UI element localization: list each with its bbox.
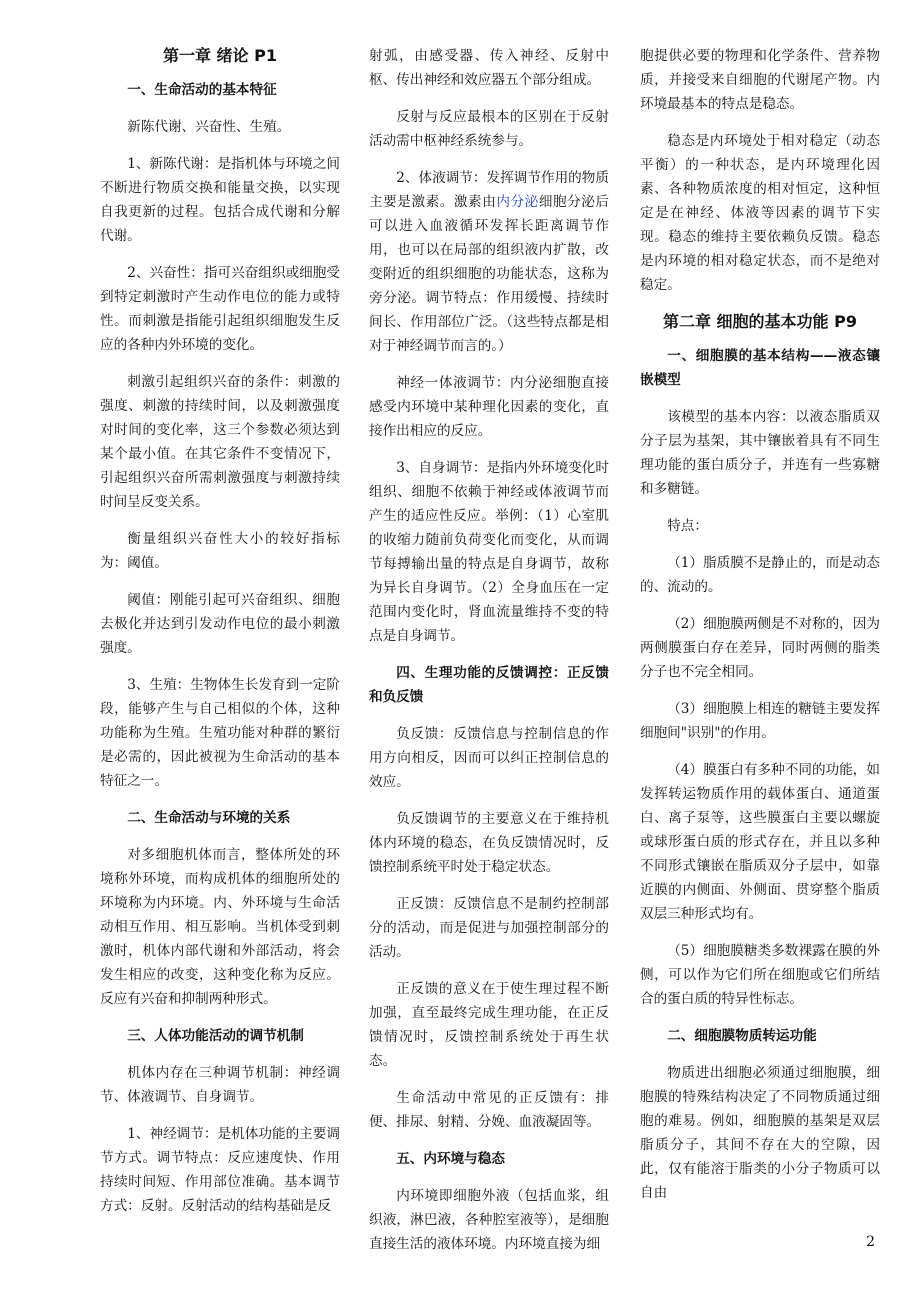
page-number: 2 — [866, 1234, 875, 1250]
paragraph: 1、新陈代谢：是指机体与环境之间不断进行物质交换和能量交换，以实现自我更新的过程。包括合成代谢和分解代谢。 — [100, 156, 340, 244]
paragraph-text: 细胞分泌后可以进入血液循环发挥长距离调节作用，也可以在局部的组织液内扩散，改变附近的组织细胞的功能状态，这称为旁分泌。调节特点：作用缓慢、持续时间长、作用部位广泛。（这些特点都是相对于神经调节而言的。） — [369, 194, 610, 354]
paragraph: 稳态是内环境处于相对稳定（动态平衡）的一种状态，是内环境理化因素、各种物质浓度的相对恒定，这种恒定是在神经、体液等因素的调节下实现。稳态的维持主要依赖负反馈。稳态是内环境的相对稳定状态，而不是绝对稳定。 — [640, 133, 880, 293]
section-heading: 二、细胞膜物质转运功能 — [667, 1028, 817, 1044]
endocrine-link[interactable]: 内分泌 — [496, 194, 539, 210]
paragraph: （2）细胞膜两侧是不对称的，因为两侧膜蛋白存在差异，同时两侧的脂类分子也不完全相同。 — [640, 616, 880, 680]
paragraph: 胞提供必要的物理和化学条件、营养物质，并接受来自细胞的代谢尾产物。内环境最基本的特点是稳态。 — [640, 48, 880, 112]
paragraph: 物质进出细胞必须通过细胞膜，细胞膜的特殊结构决定了不同物质通过细胞的难易。例如，细胞膜的基架是双层脂质分子，其间不存在大的空隙，因此，仅有能溶于脂类的小分子物质可以自由 — [640, 1065, 880, 1201]
paragraph: 该模型的基本内容：以液态脂质双分子层为基架，其中镶嵌着具有不同生理功能的蛋白质分子，并连有一些寡糖和多糖链。 — [640, 409, 880, 497]
paragraph: 对多细胞机体而言，整体所处的环境称外环境，而构成机体的细胞所处的环境称为内环境。内、外环境与生命活动相互作用、相互影响。当机体受到刺激时，机体内部代谢和外部活动，将会发生相应的改变，这种变化称为反应。反应有兴奋和抑制两种形式。 — [100, 847, 340, 1007]
column-left — [100, 44, 340, 1231]
paragraph: 负反馈：反馈信息与控制信息的作用方向相反，因而可以纠正控制信息的效应。 — [369, 726, 609, 790]
section-heading: 三、人体功能活动的调节机制 — [127, 1028, 304, 1044]
paragraph: 新陈代谢、兴奋性、生殖。 — [127, 119, 291, 135]
paragraph-text: 2、体液调节：发挥调节作用的物质主要是激素。激素由 — [369, 170, 609, 210]
paragraph: 3、生殖：生物体生长发育到一定阶段，能够产生与自己相似的个体，这种功能称为生殖。生殖功能对种群的繁衍是必需的，因此被视为生命活动的基本特征之一。 — [100, 677, 340, 789]
paragraph: 生命活动中常见的正反馈有：排便、排尿、射精、分娩、血液凝固等。 — [369, 1090, 609, 1130]
section-heading: 五、内环境与稳态 — [396, 1151, 505, 1167]
column-middle — [369, 44, 609, 1269]
chapter-1-title: 第一章 绪论 P1 — [162, 46, 277, 65]
paragraph: 机体内存在三种调节机制：神经调节、体液调节、自身调节。 — [100, 1065, 340, 1105]
paragraph: 衡量组织兴奋性大小的较好指标为：阈值。 — [100, 531, 340, 571]
section-heading: 一、生命活动的基本特征 — [127, 82, 277, 98]
paragraph: 特点： — [667, 518, 708, 534]
paragraph: 正反馈的意义在于使生理过程不断加强，直至最终完成生理功能，在正反馈情况时，反馈控制系统处于再生状态。 — [369, 981, 609, 1069]
paragraph: （5）细胞膜糖类多数裸露在膜的外侧，可以作为它们所在细胞或它们所结合的蛋白质的特异性标志。 — [640, 943, 880, 1007]
paragraph: 负反馈调节的主要意义在于维持机体内环境的稳态，在负反馈情况时，反馈控制系统平时处于稳定状态。 — [369, 811, 609, 875]
chapter-2-title: 第二章 细胞的基本功能 P9 — [662, 312, 857, 331]
paragraph: 反射与反应最根本的区别在于反射活动需中枢神经系统参与。 — [369, 109, 609, 149]
paragraph: 正反馈：反馈信息不是制约控制部分的活动，而是促进与加强控制部分的活动。 — [369, 896, 609, 960]
paragraph: 1、神经调节：是机体功能的主要调节方式。调节特点：反应速度快、作用持续时间短、作用部位准确。基本调节方式：反射。反射活动的结构基础是反 — [100, 1126, 340, 1214]
section-heading: 一、细胞膜的基本结构——液态镶嵌模型 — [640, 348, 880, 388]
paragraph: 内环境即细胞外液（包括血浆，组织液，淋巴液，各种腔室液等），是细胞直接生活的液体环境。内环境直接为细 — [369, 1188, 609, 1252]
paragraph: （4）膜蛋白有多种不同的功能，如发挥转运物质作用的载体蛋白、通道蛋白、离子泵等，这些膜蛋白主要以螺旋或球形蛋白质的形式存在，并且以多种不同形式镶嵌在脂质双分子层中，如靠近膜的内侧面、外侧面、贯穿整个脂质双层三种形式均有。 — [640, 762, 880, 922]
paragraph: 射弧，由感受器、传入神经、反射中枢、传出神经和效应器五个部分组成。 — [369, 48, 609, 88]
column-right — [640, 44, 880, 1218]
paragraph: （3）细胞膜上相连的糖链主要发挥细胞间"识别"的作用。 — [640, 701, 880, 741]
paragraph: 刺激引起组织兴奋的条件：刺激的强度、刺激的持续时间，以及刺激强度对时间的变化率，这三个参数必须达到某个最小值。在其它条件不变情况下，引起组织兴奋所需刺激强度与刺激持续时间呈反变关系。 — [100, 374, 340, 510]
section-heading: 二、生命活动与环境的关系 — [127, 810, 291, 826]
section-heading: 四、生理功能的反馈调控：正反馈和负反馈 — [369, 665, 609, 705]
paragraph: （1）脂质膜不是静止的，而是动态的、流动的。 — [640, 555, 880, 595]
paragraph: 3、自身调节：是指内外环境变化时组织、细胞不依赖于神经或体液调节而产生的适应性反应。举例：（1）心室肌的收缩力随前负荷变化而变化，从而调节每搏输出量的特点是自身调节，故称为异长自身调节。（2）全身血压在一定范围内变化时，肾血流量维持不变的特点是自身调节。 — [369, 460, 609, 644]
paragraph: 阈值：刚能引起可兴奋组织、细胞去极化并达到引发动作电位的最小刺激强度。 — [100, 592, 340, 656]
paragraph — [369, 166, 609, 358]
paragraph: 神经一体液调节：内分泌细胞直接感受内环境中某种理化因素的变化，直接作出相应的反应。 — [369, 375, 609, 439]
paragraph: 2、兴奋性：指可兴奋组织或细胞受到特定刺激时产生动作电位的能力或特性。而刺激是指能引起组织细胞发生反应的各种内外环境的变化。 — [100, 265, 340, 353]
